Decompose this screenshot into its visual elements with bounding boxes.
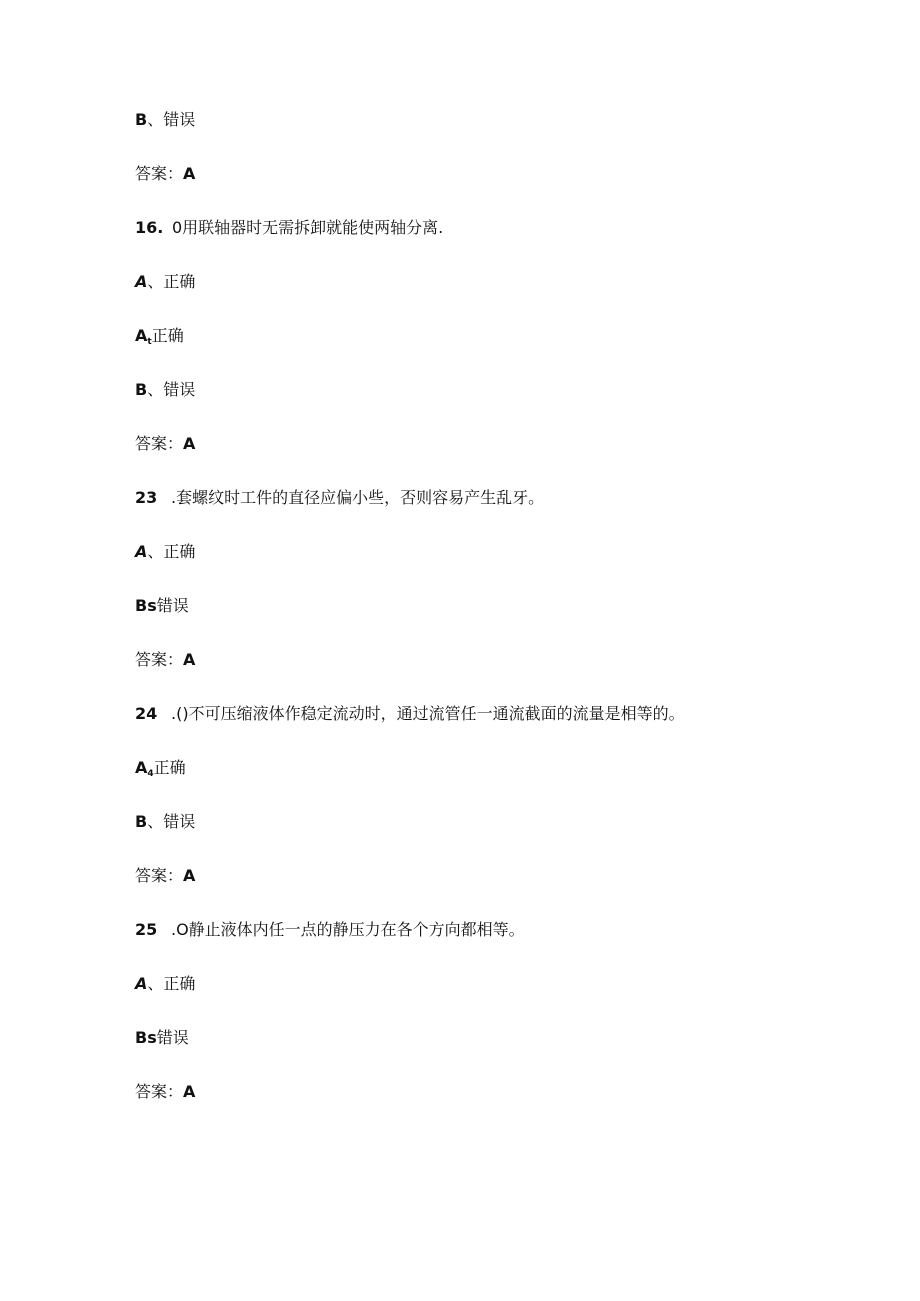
option-letter: Bs: [135, 596, 157, 615]
option-text: 错误: [156, 1028, 189, 1047]
option-text: 正确: [163, 974, 196, 993]
option-letter: A: [135, 326, 148, 345]
answer-label: 答案：: [135, 866, 184, 885]
option-text: 错误: [163, 380, 196, 399]
question-number: 23: [135, 488, 158, 507]
question-25: [135, 920, 525, 940]
option-b: [135, 812, 195, 832]
question-16: [135, 218, 443, 238]
option-subscript: 4: [147, 769, 154, 779]
option-a: [135, 272, 195, 292]
option-letter: B: [135, 110, 148, 129]
option-subscript: t: [147, 337, 152, 347]
option-text: 错误: [156, 596, 189, 615]
option-b: [135, 110, 195, 130]
option-a: [135, 758, 186, 784]
answer-label: 答案：: [135, 650, 184, 669]
option-text: 正确: [153, 758, 186, 777]
answer-value: A: [183, 434, 196, 453]
option-text: 错误: [163, 812, 196, 831]
option-letter: A: [135, 272, 148, 291]
answer-line: [135, 1082, 195, 1102]
option-separator: 、: [147, 974, 164, 993]
answer-value: A: [183, 650, 196, 669]
answer-line: [135, 866, 195, 886]
option-a: [135, 974, 195, 994]
answer-label: 答案：: [135, 1082, 184, 1101]
question-text: .()不可压缩液体作稳定流动时，通过流管任一通流截面的流量是相等的。: [171, 704, 685, 723]
answer-value: A: [183, 866, 196, 885]
option-b: [135, 1028, 189, 1048]
option-letter: A: [135, 542, 148, 561]
option-b: [135, 380, 195, 400]
option-separator: 、: [147, 542, 164, 561]
option-letter: Bs: [135, 1028, 157, 1047]
option-a-alt: [135, 326, 184, 352]
question-24: [135, 704, 685, 724]
option-text: 正确: [163, 542, 196, 561]
question-number: 24: [135, 704, 158, 723]
question-number: 16.: [135, 218, 164, 237]
answer-value: A: [183, 164, 196, 183]
option-text: 错误: [163, 110, 196, 129]
answer-line: [135, 434, 195, 454]
option-letter: B: [135, 812, 148, 831]
option-letter: B: [135, 380, 148, 399]
answer-label: 答案：: [135, 434, 184, 453]
question-text: 0用联轴器时无需拆卸就能使两轴分离.: [172, 218, 444, 237]
option-text: 正确: [163, 272, 196, 291]
answer-line: [135, 164, 195, 184]
question-23: [135, 488, 544, 508]
question-text: .O静止液体内任一点的静压力在各个方向都相等。: [171, 920, 525, 939]
answer-value: A: [183, 1082, 196, 1101]
option-separator: 、: [147, 812, 164, 831]
question-number: 25: [135, 920, 158, 939]
option-separator: 、: [147, 380, 164, 399]
question-text: .套螺纹时工件的直径应偏小些，否则容易产生乱牙。: [171, 488, 545, 507]
option-separator: 、: [147, 110, 164, 129]
option-letter: A: [135, 974, 148, 993]
option-text: 正确: [151, 326, 184, 345]
option-b: [135, 596, 189, 616]
option-a: [135, 542, 195, 562]
answer-label: 答案：: [135, 164, 184, 183]
answer-line: [135, 650, 195, 670]
option-letter: A: [135, 758, 148, 777]
option-separator: 、: [147, 272, 164, 291]
